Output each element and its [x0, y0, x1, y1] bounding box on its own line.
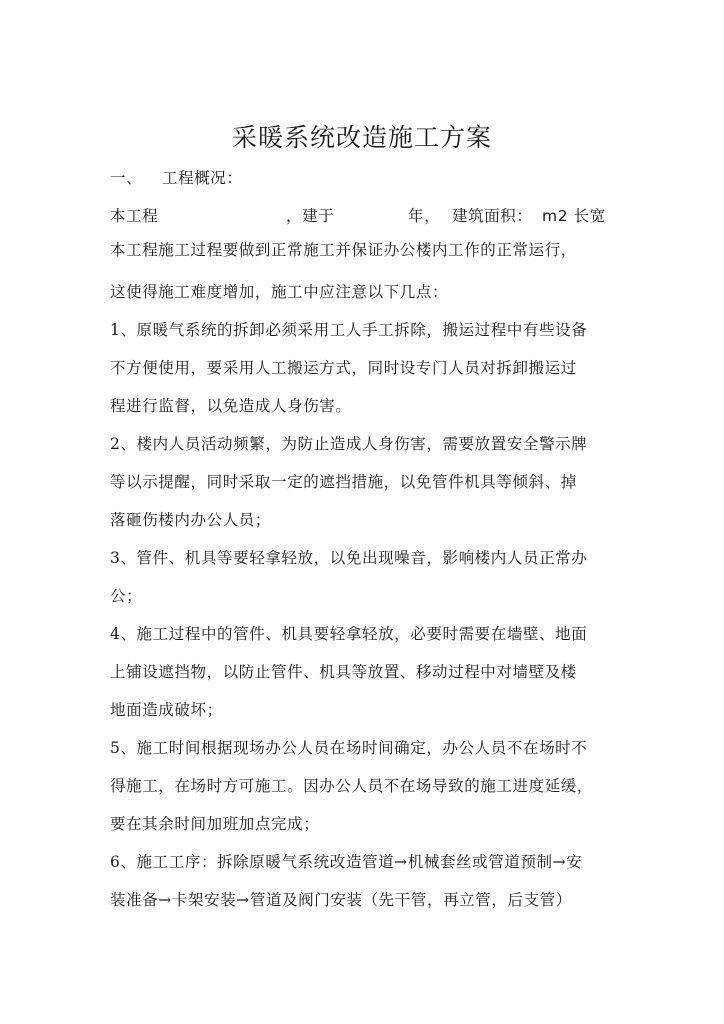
body-line: 6、施工工序：拆除原暖气系统改造管道→机械套丝或管道预制→安 [110, 853, 583, 871]
body-line: 3、管件、机具等要轻拿轻放，以免出现噪音，影响楼内人员正常办 [110, 549, 588, 567]
body-line: 2、楼内人员活动频繁，为防止造成人身伤害，需要放置安全警示牌 [110, 435, 588, 453]
project-info-line [110, 204, 610, 226]
section-label: 工程概况： [162, 169, 243, 187]
info-project: 本工程 [110, 207, 159, 225]
section-number: 一、 [110, 169, 143, 187]
body-line: 上铺设遮挡物，以防止管件、机具等放置、移动过程中对墙壁及楼 [110, 663, 577, 681]
body-line: 落砸伤楼内办公人员； [110, 511, 272, 529]
info-year: 年， [408, 207, 441, 225]
info-built: ，建于 [286, 207, 335, 225]
body-line: 地面造成破坏； [110, 701, 223, 719]
info-area: 建筑面积： [452, 207, 533, 225]
body-line: 5、施工时间根据现场办公人员在场时间确定，办公人员不在场时不 [110, 739, 588, 757]
body-line: 装准备→卡架安装→管道及阀门安装（先干管，再立管，后支管） [110, 891, 572, 909]
body-line: 本工程施工过程要做到正常施工并保证办公楼内工作的正常运行， [110, 241, 577, 259]
body-line: 要在其余时间加班加点完成； [110, 815, 320, 833]
body-line: 1、原暖气系统的拆卸必须采用工人手工拆除，搬运过程中有些设备 [110, 321, 588, 339]
body-line: 不方便使用，要采用人工搬运方式，同时设专门人员对拆卸搬运过 [110, 359, 577, 377]
body-line: 这使得施工难度增加，施工中应注意以下几点： [110, 283, 449, 301]
info-unit: m2 长宽 [542, 207, 606, 225]
body-line: 得施工，在场时方可施工。因办公人员不在场导致的施工进度延缓， [110, 777, 594, 795]
document-title: 采暖系统改造施工方案 [231, 123, 492, 152]
body-line: 程进行监督，以免造成人身伤害。 [110, 397, 352, 415]
body-line: 公； [110, 587, 143, 605]
body-line: 4、施工过程中的管件、机具要轻拿轻放，必要时需要在墙壁、地面 [110, 625, 588, 643]
body-line: 等以示提醒，同时采取一定的遮挡措施，以免管件机具等倾斜、掉 [110, 473, 577, 491]
